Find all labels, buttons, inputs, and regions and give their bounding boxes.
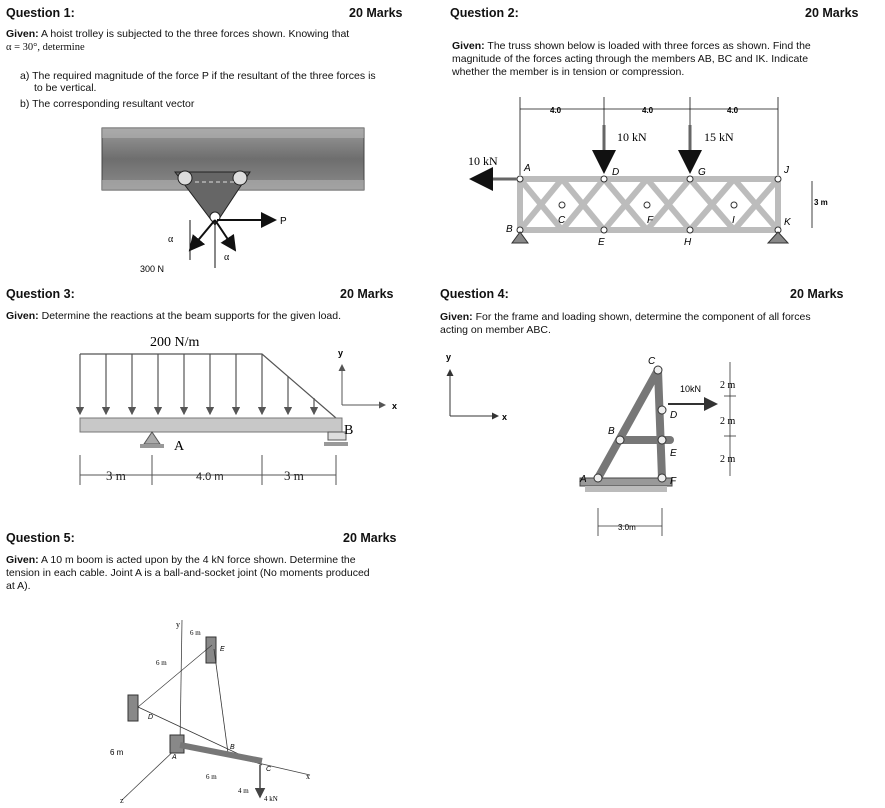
node-b: B bbox=[230, 744, 235, 751]
node-h: H bbox=[684, 237, 692, 248]
dim-6m-top: 6 m bbox=[190, 629, 201, 637]
axis-y-label: y bbox=[176, 620, 180, 629]
alpha-label-1: α bbox=[168, 234, 174, 245]
dim-3m-left: 3 m bbox=[106, 468, 126, 483]
q3-title: Question 3: bbox=[6, 287, 75, 301]
dim-4-1: 4.0 bbox=[550, 106, 562, 115]
axis-z-label: z bbox=[120, 796, 124, 805]
pin-support-b bbox=[512, 232, 528, 243]
q1-item-a-line2: to be vertical. bbox=[34, 82, 97, 94]
node-i: I bbox=[732, 215, 735, 226]
node-c: C bbox=[648, 356, 656, 367]
node-k: K bbox=[784, 217, 791, 228]
q1-item-a-line1: a) The required magnitude of the force P if the resultant of the three forces is bbox=[20, 70, 376, 82]
node-g: G bbox=[698, 167, 706, 178]
q3-given-text: Determine the reactions at the beam supports for the given load. bbox=[41, 310, 342, 322]
node-a: A bbox=[172, 754, 177, 761]
node-a: A bbox=[524, 163, 531, 174]
dim-4-3: 4.0 bbox=[727, 106, 739, 115]
pin-support-k bbox=[768, 232, 788, 243]
load1-label: 10 kN bbox=[617, 130, 647, 144]
node-e: E bbox=[598, 237, 605, 248]
height-2m-3: 2 m bbox=[720, 454, 736, 465]
beam bbox=[80, 418, 342, 432]
height-label: 3 m bbox=[814, 198, 828, 207]
q2-given bbox=[452, 40, 884, 79]
given-label: Given: bbox=[6, 554, 39, 566]
given-label: Given: bbox=[6, 310, 39, 322]
force-300n-label: 300 N bbox=[140, 264, 165, 274]
q4-given bbox=[440, 311, 884, 337]
node-e: E bbox=[670, 448, 677, 459]
load-label: 200 N/m bbox=[150, 335, 200, 350]
axis-x-label: x bbox=[502, 412, 508, 422]
q5-given-line2: tension in each cable. Joint A is a ball-and-socket joint (No moments produced bbox=[6, 567, 370, 579]
node-d: D bbox=[612, 167, 620, 178]
node-f: F bbox=[670, 476, 677, 487]
node-f: F bbox=[647, 215, 654, 226]
cable-be bbox=[214, 649, 228, 753]
dim-4m: 4 m bbox=[238, 787, 249, 795]
dim-6m-left: 6 m bbox=[110, 748, 124, 757]
node-d: D bbox=[670, 410, 678, 421]
q1-item-a bbox=[20, 70, 440, 94]
q1-item-b: b) The corresponding resultant vector bbox=[20, 98, 195, 110]
height-2m-2: 2 m bbox=[720, 416, 736, 427]
q5-given bbox=[6, 554, 434, 593]
dim-6m-bottom: 6 m bbox=[206, 773, 217, 781]
label-b: B bbox=[344, 423, 354, 438]
force-left-arrow bbox=[190, 220, 215, 250]
q5-title: Question 5: bbox=[6, 531, 75, 545]
given-label: Given: bbox=[440, 311, 473, 323]
node-b: B bbox=[506, 224, 513, 235]
q4-given-line1: For the frame and loading shown, determine the component of all forces bbox=[475, 311, 811, 323]
frame-members bbox=[598, 370, 670, 478]
given-label: Given: bbox=[452, 40, 485, 52]
axis-x-label: x bbox=[306, 772, 310, 781]
q1-given bbox=[6, 28, 436, 54]
q4-marks: 20 Marks bbox=[790, 287, 844, 301]
q1-figure bbox=[90, 120, 410, 285]
node-d: D bbox=[148, 714, 154, 721]
q3-marks: 20 Marks bbox=[340, 287, 394, 301]
load-envelope bbox=[80, 354, 336, 418]
node-e: E bbox=[220, 646, 225, 653]
node-b: B bbox=[608, 426, 615, 437]
q2-given-line1: The truss shown below is loaded with three forces as shown. Find the bbox=[487, 40, 811, 52]
boom bbox=[180, 745, 262, 761]
label-a: A bbox=[174, 439, 185, 454]
q1-marks: 20 Marks bbox=[349, 6, 403, 20]
load2-label: 15 kN bbox=[704, 130, 734, 144]
q2-title: Question 2: bbox=[450, 6, 519, 20]
dim-4-2: 4.0 bbox=[642, 106, 654, 115]
dim-4m: 4.0 m bbox=[196, 471, 224, 483]
dim-3m-right: 3 m bbox=[284, 468, 304, 483]
node-j: J bbox=[784, 165, 789, 176]
base-dim-label: 3.0m bbox=[618, 523, 636, 532]
wall-bracket-d bbox=[128, 695, 138, 721]
q4-title: Question 4: bbox=[440, 287, 509, 301]
load3-label: 10 kN bbox=[468, 154, 498, 168]
q2-marks: 20 Marks bbox=[805, 6, 859, 20]
axis-y-label: y bbox=[338, 348, 344, 358]
given-label: Given: bbox=[6, 28, 39, 40]
q1-given-line2: α = 30°, determine bbox=[6, 42, 85, 53]
q1-title: Question 1: bbox=[6, 6, 75, 20]
q5-marks: 20 Marks bbox=[343, 531, 397, 545]
q2-given-line3: whether the member is in tension or compression. bbox=[452, 66, 685, 78]
node-c: C bbox=[266, 766, 272, 773]
q5-given-line3: at A). bbox=[6, 580, 31, 592]
node-a: A bbox=[580, 474, 587, 485]
alpha-label-2: α bbox=[224, 252, 230, 263]
dim-6m-side: 6 m bbox=[156, 659, 167, 667]
q2-given-line2: magnitude of the forces acting through the members AB, BC and IK. Indicate bbox=[452, 53, 809, 65]
q3-beam-figure bbox=[70, 330, 410, 495]
force-label: 10kN bbox=[680, 384, 702, 394]
q2-truss-figure bbox=[462, 95, 832, 255]
q5-given-line1: A 10 m boom is acted upon by the 4 kN force shown. Determine the bbox=[41, 554, 356, 566]
axis-x-label: x bbox=[392, 401, 398, 411]
q1-given-line1: A hoist trolley is subjected to the three forces shown. Knowing that bbox=[41, 28, 350, 40]
pin-support-a bbox=[144, 432, 160, 444]
height-2m-1: 2 m bbox=[720, 380, 736, 391]
q4-frame-figure bbox=[440, 348, 770, 543]
q3-given bbox=[6, 310, 426, 323]
force-p-label: P bbox=[280, 216, 287, 227]
q5-boom-figure bbox=[110, 615, 330, 805]
force-4kn-label: 4 kN bbox=[264, 795, 278, 803]
axis-y-label: y bbox=[446, 352, 452, 362]
force-right-arrow bbox=[215, 220, 235, 250]
node-c: C bbox=[558, 215, 566, 226]
q4-given-line2: acting on member ABC. bbox=[440, 324, 551, 336]
